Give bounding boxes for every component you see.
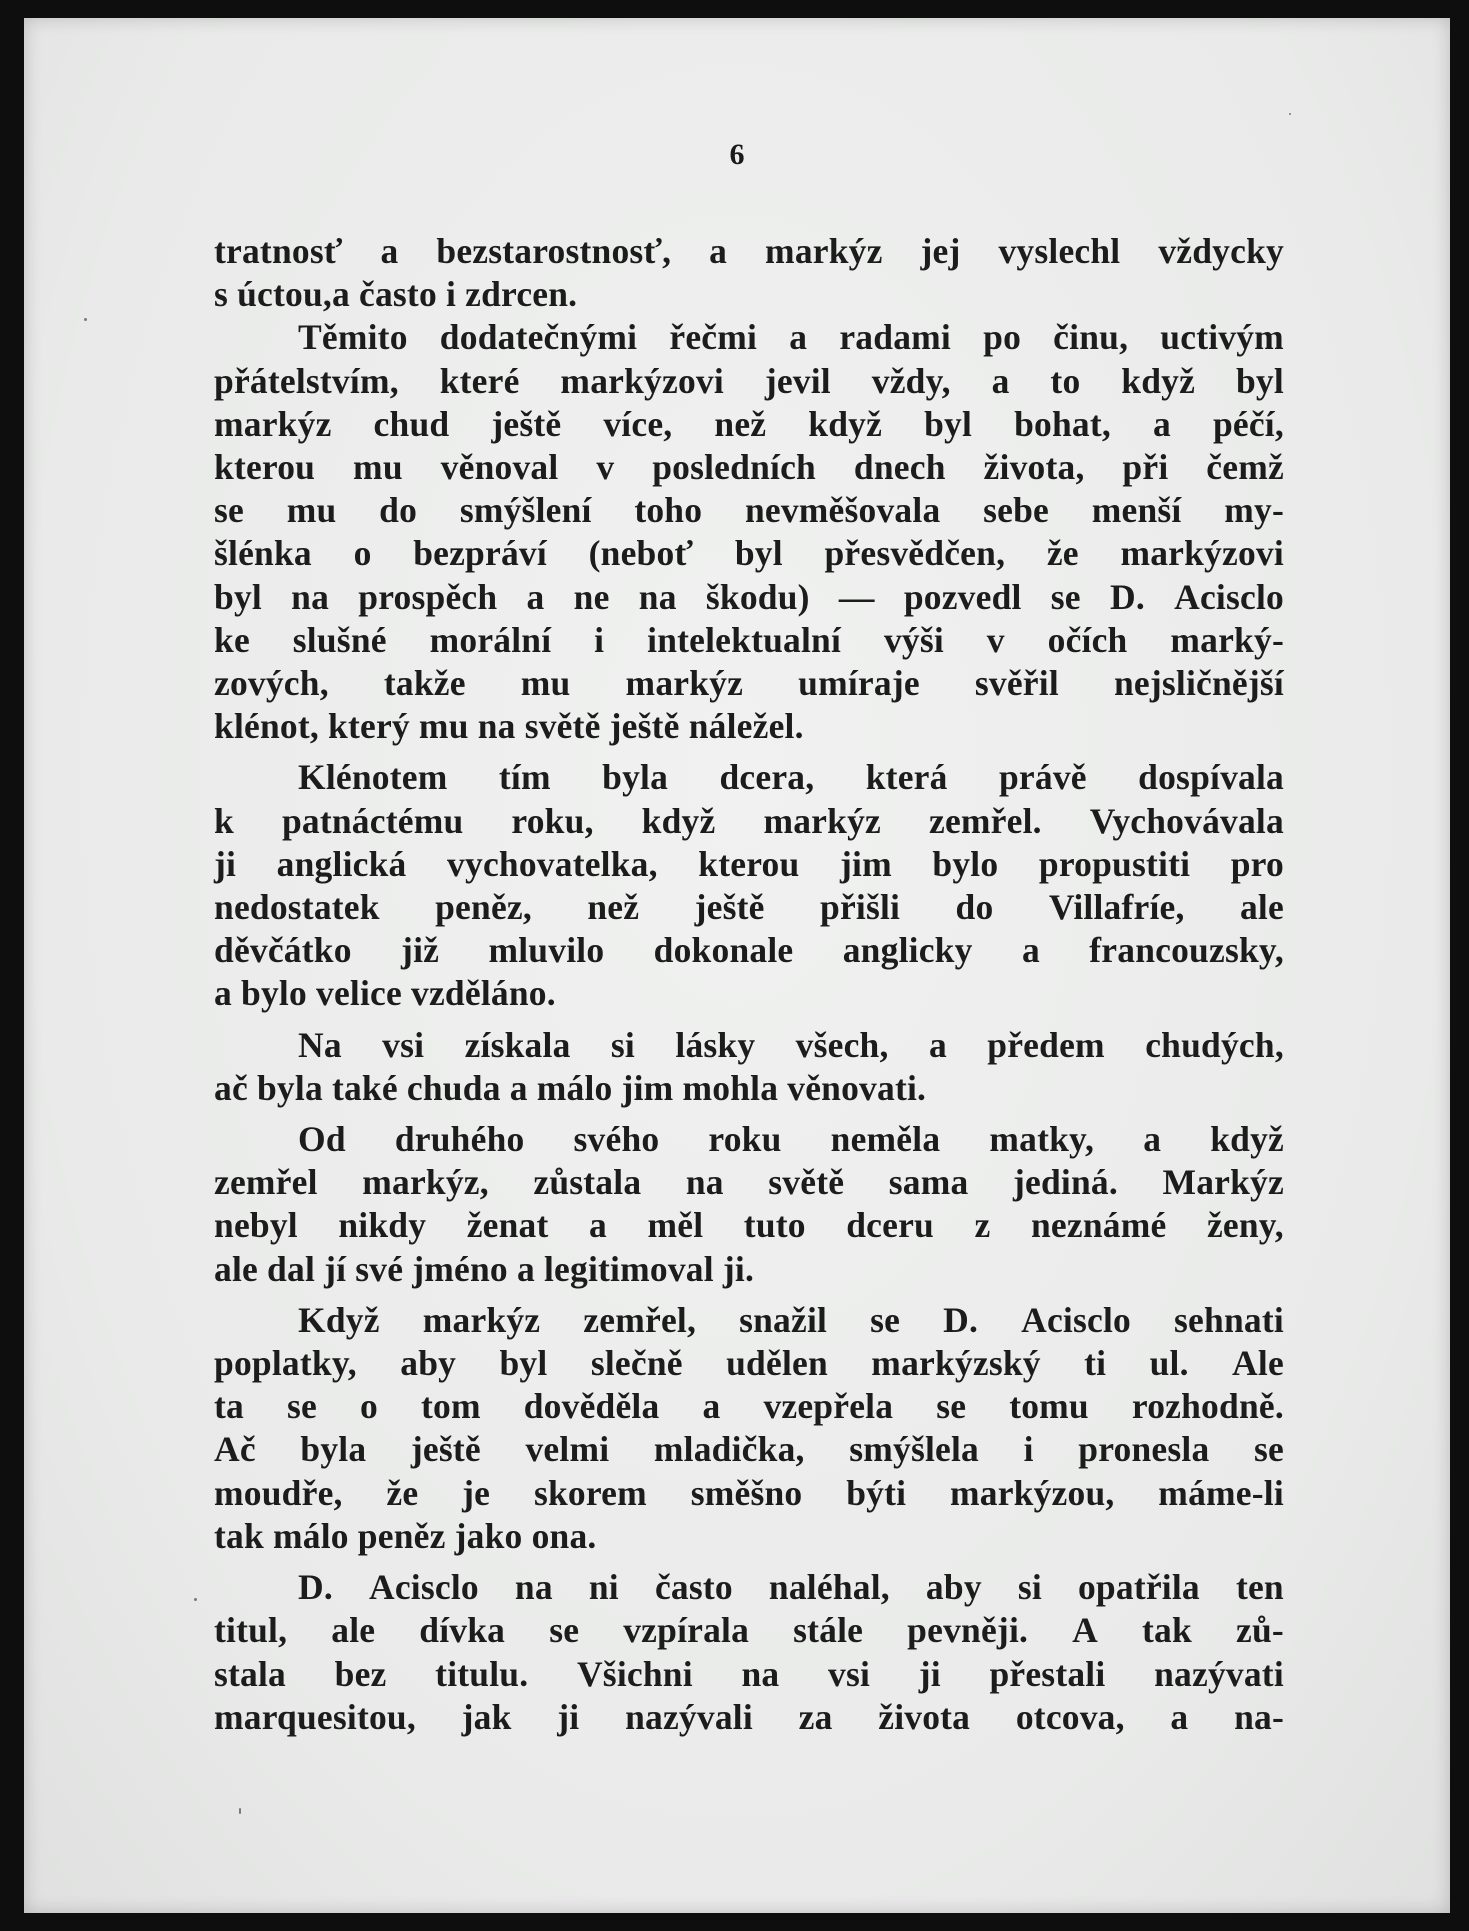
paragraph — [214, 1118, 1284, 1291]
text-line: Když markýz zemřel, snažil se D. Acisclo sehnati — [298, 1299, 1284, 1340]
text-line: nedostatek peněz, než ještě přišli do Villafríe, ale — [214, 887, 1284, 928]
text-line: a bylo velice vzděláno. — [214, 973, 556, 1014]
text-line: zových, takže mu markýz umíraje svěřil nejsličnější — [214, 663, 1284, 704]
text-line: šlénka o bezpráví (neboť byl přesvědčen, že markýzovi — [214, 533, 1284, 574]
text-line: tak málo peněz jako ona. — [214, 1515, 597, 1556]
paper-speck — [239, 1808, 241, 1814]
body-text — [214, 230, 1284, 1739]
text-line: marquesitou, jak ji nazývali za života otcova, a na- — [214, 1696, 1284, 1737]
text-line: Ač byla ještě velmi mladička, smýšlela i pronesla se — [214, 1429, 1284, 1470]
text-line: ji anglická vychovatelka, kterou jim bylo propustiti pro — [214, 843, 1284, 884]
page-number: 6 — [729, 138, 745, 171]
text-line: kterou mu věnoval v posledních dnech života, při čemž — [214, 447, 1284, 488]
text-line: ale dal jí své jméno a legitimoval ji. — [214, 1248, 755, 1289]
paragraph — [214, 1299, 1284, 1558]
text-line: ta se o tom dověděla a vzepřela se tomu rozhodně. — [214, 1386, 1284, 1427]
text-line: nebyl nikdy ženat a měl tuto dceru z neznámé ženy, — [214, 1205, 1284, 1246]
text-line: klénot, který mu na světě ještě náležel. — [214, 706, 804, 747]
book-page — [24, 18, 1450, 1913]
text-line: Na vsi získala si lásky všech, a předem chudých, — [298, 1024, 1284, 1065]
paper-speck — [194, 1598, 197, 1601]
paper-speck — [84, 318, 87, 321]
text-line: stala bez titulu. Všichni na vsi ji přestali nazývati — [214, 1653, 1284, 1694]
text-line: markýz chud ještě více, než když byl bohat, a péčí, — [214, 403, 1284, 444]
text-line: byl na prospěch a ne na škodu) — pozvedl se D. Acisclo — [214, 576, 1284, 617]
text-line: tratnosť a bezstarostnosť, a markýz jej vyslechl vždycky — [214, 231, 1284, 271]
paper-speck — [1289, 113, 1291, 115]
paragraph — [214, 756, 1284, 1015]
text-line: k patnáctému roku, když markýz zemřel. Vychovávala — [214, 800, 1284, 841]
text-line: ke slušné morální i intelektualní výši v očích marký- — [214, 619, 1284, 660]
text-line: s úctou,a často i zdrcen. — [214, 274, 578, 315]
text-line: Těmito dodatečnými řečmi a radami po činu, uctivým — [298, 317, 1284, 358]
paragraph — [214, 1024, 1284, 1110]
text-line: zemřel markýz, zůstala na světě sama jediná. Markýz — [214, 1162, 1284, 1203]
text-line: Od druhého svého roku neměla matky, a když — [298, 1119, 1284, 1160]
paragraph — [214, 1566, 1284, 1739]
text-line: moudře, že je skorem směšno býti markýzou, máme-li — [214, 1472, 1284, 1513]
text-line: titul, ale dívka se vzpírala stále pevněji. A tak zů- — [214, 1610, 1284, 1651]
text-line: poplatky, aby byl slečně udělen markýzský ti ul. Ale — [214, 1343, 1284, 1384]
text-line: se mu do smýšlení toho nevměšovala sebe menší my- — [214, 490, 1284, 531]
text-line: D. Acisclo na ni často naléhal, aby si opatřila ten — [298, 1567, 1284, 1608]
paragraph — [214, 230, 1284, 316]
text-line: přátelstvím, které markýzovi jevil vždy, a to když byl — [214, 360, 1284, 401]
text-line: Klénotem tím byla dcera, která právě dospívala — [298, 757, 1284, 798]
paragraph — [214, 316, 1284, 748]
text-line: děvčátko již mluvilo dokonale anglicky a francouzsky, — [214, 930, 1284, 971]
text-line: ač byla také chuda a málo jim mohla věnovati. — [214, 1067, 927, 1108]
